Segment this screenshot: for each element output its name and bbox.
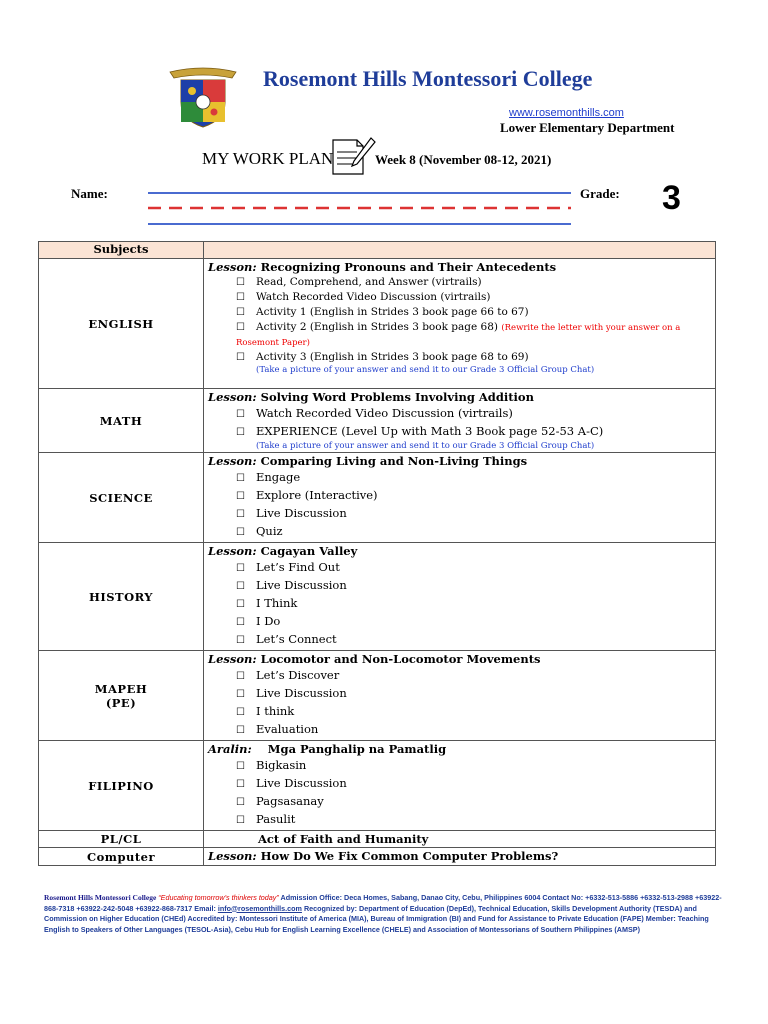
science-activities bbox=[204, 453, 716, 543]
checklist-item[interactable]: ☐ Live Discussion bbox=[208, 577, 715, 595]
mapeh-activities bbox=[204, 651, 716, 741]
checklist-item[interactable]: ☐ Live Discussion bbox=[208, 505, 715, 523]
table-header-row bbox=[39, 242, 716, 259]
checklist-item[interactable]: ☐ Engage bbox=[208, 469, 715, 487]
checkbox-icon[interactable]: ☐ bbox=[236, 635, 245, 646]
table-row-computer bbox=[39, 848, 716, 866]
filipino-activities bbox=[204, 741, 716, 831]
subject-plcl: PL/CL bbox=[39, 831, 204, 848]
rosemont-paper-note: (Rewrite the letter with your answer on a Rosemont Paper) bbox=[236, 323, 681, 348]
grade-value: 3 bbox=[662, 179, 681, 217]
lesson-heading: Lesson: Recognizing Pronouns and Their Antecedents bbox=[208, 260, 557, 274]
checkbox-icon[interactable]: ☐ bbox=[236, 322, 245, 333]
checklist-item[interactable]: ☐ I Do bbox=[208, 613, 715, 631]
checklist-item[interactable]: ☐ Watch Recorded Video Discussion (virtrails) bbox=[208, 405, 715, 423]
website-link[interactable]: www.rosemonthills.com bbox=[509, 107, 624, 119]
footer-email[interactable]: info@rosemonthills.com bbox=[217, 903, 302, 913]
name-label: Name: bbox=[71, 186, 108, 201]
checkbox-icon[interactable]: ☐ bbox=[236, 307, 245, 318]
checklist-item[interactable]: ☐ Quiz bbox=[208, 523, 715, 541]
history-activities bbox=[204, 543, 716, 651]
paper-pen-icon bbox=[327, 136, 377, 178]
lesson-heading: Aralin: Mga Panghalip na Pamatlig bbox=[208, 742, 447, 756]
department-label: Lower Elementary Department bbox=[500, 120, 675, 135]
table-row-history bbox=[39, 543, 716, 651]
subject-mapeh-line2: (PE) bbox=[105, 695, 137, 710]
checkbox-icon[interactable]: ☐ bbox=[236, 707, 245, 718]
subject-math: MATH bbox=[39, 389, 204, 453]
checkbox-icon[interactable]: ☐ bbox=[236, 352, 245, 363]
checkbox-icon[interactable]: ☐ bbox=[236, 563, 245, 574]
work-plan-title: MY WORK PLAN bbox=[202, 149, 334, 168]
computer-activities bbox=[204, 848, 716, 866]
footer-accreditation: Recognized by: Department of Education (DepEd), Technical Education, Skills Development Authority (TESDA) and Commission on Higher Education (CHEd) Accredited by: Montessori Institute of America (MIA), Bureau of Immigration (BI) and Fund for Assistance to Private Education (FAPE) Member: Teaching English to Speakers of Other Languages (TESOL-Asia), Cebu Hub for English Learning Excellence (CHELE) and Association of Montessorians of Southern Philippines (AMSP) bbox=[44, 903, 709, 934]
lesson-heading: Lesson: How Do We Fix Common Computer Problems? bbox=[208, 849, 559, 863]
checklist-item[interactable]: ☐ Evaluation bbox=[208, 721, 715, 739]
checklist-item[interactable]: ☐ Let’s Find Out bbox=[208, 559, 715, 577]
checklist-item[interactable]: ☐ EXPERIENCE (Level Up with Math 3 Book page 52-53 A-C) bbox=[208, 423, 715, 441]
subjects-header: Subjects bbox=[39, 242, 204, 259]
checkbox-icon[interactable]: ☐ bbox=[236, 689, 245, 700]
lesson-heading: Lesson: Cagayan Valley bbox=[208, 544, 358, 558]
checklist-item[interactable]: ☐ Let’s Connect bbox=[208, 631, 715, 649]
checklist-item[interactable]: ☐ Read, Comprehend, and Answer (virtrails) bbox=[236, 276, 482, 288]
table-row-plcl bbox=[39, 831, 716, 848]
subject-english: ENGLISH bbox=[39, 259, 204, 389]
checkbox-icon[interactable]: ☐ bbox=[236, 292, 245, 303]
english-activities bbox=[204, 259, 716, 389]
work-plan-table bbox=[38, 241, 716, 866]
plcl-activity bbox=[204, 831, 716, 848]
footer-school-name: Rosemont Hills Montessori College bbox=[44, 893, 157, 902]
group-chat-note: (Take a picture of your answer and send it to our Grade 3 Official Group Chat) bbox=[256, 441, 595, 451]
checklist-item[interactable]: ☐ I think bbox=[208, 703, 715, 721]
checklist-item[interactable]: ☐ Activity 1 (English in Strides 3 book page 66 to 67) bbox=[236, 306, 529, 318]
school-name: Rosemont Hills Montessori College bbox=[263, 66, 593, 91]
checkbox-icon[interactable]: ☐ bbox=[236, 671, 245, 682]
checklist-item[interactable]: ☐ Watch Recorded Video Discussion (virtrails) bbox=[236, 291, 491, 303]
activities-header bbox=[204, 242, 716, 259]
checkbox-icon[interactable]: ☐ bbox=[236, 427, 245, 438]
school-logo bbox=[166, 66, 240, 128]
checklist-item[interactable]: ☐ I Think bbox=[208, 595, 715, 613]
footer-tagline: “Educating tomorrow’s thinkers today” bbox=[158, 893, 279, 902]
checklist-item[interactable]: ☐ Pasulit bbox=[208, 811, 715, 829]
footer-contact: Admission Office: Deca Homes, Sabang, Danao City, Cebu, Philippines 6004 Contact No: +6332-513-5886 +6332-513-2988 +63922-868-7318 +63922-242-5048 +63922-868-7317 Email: bbox=[44, 893, 722, 913]
table-row-math bbox=[39, 389, 716, 453]
subject-mapeh-line1: MAPEH bbox=[94, 681, 148, 696]
checklist-item[interactable]: ☐ Bigkasin bbox=[208, 757, 715, 775]
checkbox-icon[interactable]: ☐ bbox=[236, 527, 245, 538]
table-row-science bbox=[39, 453, 716, 543]
subject-computer: Computer bbox=[39, 848, 204, 866]
checklist-item[interactable]: ☐ Let’s Discover bbox=[208, 667, 715, 685]
checkbox-icon[interactable]: ☐ bbox=[236, 473, 245, 484]
checklist-item[interactable]: ☐ Live Discussion bbox=[208, 775, 715, 793]
checkbox-icon[interactable]: ☐ bbox=[236, 725, 245, 736]
checkbox-icon[interactable]: ☐ bbox=[236, 617, 245, 628]
checkbox-icon[interactable]: ☐ bbox=[236, 409, 245, 420]
lesson-heading: Lesson: Locomotor and Non-Locomotor Movements bbox=[208, 652, 541, 666]
subject-filipino: FILIPINO bbox=[39, 741, 204, 831]
checkbox-icon[interactable]: ☐ bbox=[236, 797, 245, 808]
math-activities bbox=[204, 389, 716, 453]
lesson-heading: Lesson: Solving Word Problems Involving Addition bbox=[208, 390, 534, 404]
lesson-heading: Lesson: Comparing Living and Non-Living Things bbox=[208, 454, 528, 468]
checklist-item[interactable]: ☐ Explore (Interactive) bbox=[208, 487, 715, 505]
checkbox-icon[interactable]: ☐ bbox=[236, 581, 245, 592]
checklist-item[interactable]: ☐ Activity 3 (English in Strides 3 book page 68 to 69) bbox=[236, 351, 529, 363]
subject-history: HISTORY bbox=[39, 543, 204, 651]
subject-mapeh bbox=[39, 651, 204, 741]
checkbox-icon[interactable]: ☐ bbox=[236, 815, 245, 826]
checkbox-icon[interactable]: ☐ bbox=[236, 491, 245, 502]
checklist-item[interactable]: ☐ Pagsasanay bbox=[208, 793, 715, 811]
footer-info bbox=[44, 893, 724, 935]
checkbox-icon[interactable]: ☐ bbox=[236, 779, 245, 790]
name-field[interactable] bbox=[146, 186, 576, 232]
table-row-english bbox=[39, 259, 716, 389]
checkbox-icon[interactable]: ☐ bbox=[236, 509, 245, 520]
table-row-filipino bbox=[39, 741, 716, 831]
plcl-text: Act of Faith and Humanity bbox=[258, 832, 429, 846]
week-dates: Week 8 (November 08-12, 2021) bbox=[375, 152, 552, 167]
checklist-item[interactable]: ☐ Live Discussion bbox=[208, 685, 715, 703]
checkbox-icon[interactable]: ☐ bbox=[236, 277, 245, 288]
grade-label: Grade: bbox=[580, 186, 620, 201]
subject-science: SCIENCE bbox=[39, 453, 204, 543]
checkbox-icon[interactable]: ☐ bbox=[236, 599, 245, 610]
checklist-item[interactable]: ☐ Activity 2 (English in Strides 3 book page 68) (Rewrite the letter with your answer on a Rosemont Paper) bbox=[236, 321, 681, 348]
table-row-mapeh bbox=[39, 651, 716, 741]
checkbox-icon[interactable]: ☐ bbox=[236, 761, 245, 772]
group-chat-note: (Take a picture of your answer and send it to our Grade 3 Official Group Chat) bbox=[256, 365, 595, 375]
